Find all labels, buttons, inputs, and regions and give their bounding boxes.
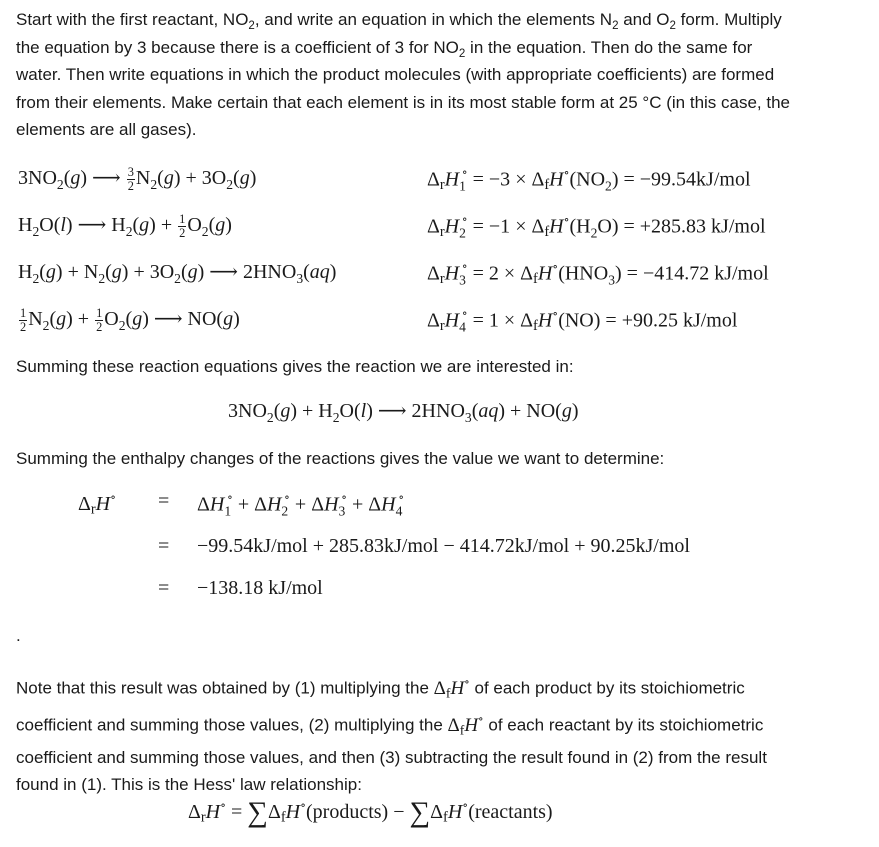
equation-row-2-rhs: $\Delta rH_2^\circ = -1 \times \Delta fH^\circ(H_2O) = +285.83$ kJ/mol <box>427 212 766 241</box>
intro-line-3: water. Then write equations in which the product molecules (with appropriate coefficients) are formed <box>16 65 775 84</box>
derivation-lhs: ΔrH∘ <box>78 490 117 518</box>
derivation-equals-2: = <box>158 535 170 557</box>
derivation-equals-1: = <box>158 490 170 512</box>
equation-row-1-rhs: $\Delta rH_1^\circ = -3 \times \Delta fH^\circ(NO_2) = -99.54kJ/mol$ <box>427 165 751 194</box>
intro-line-4: from their elements. Make certain that each element is in its most stable form at 25 °C (in this case, the <box>16 92 791 112</box>
derivation-equals-3: = <box>158 577 170 599</box>
note-line-2: coefficient and summing those values, (2) multiplying the ΔfH∘ of each reactant by its stoichiometric <box>16 713 764 738</box>
summing-reactions-text: Summing these reaction equations gives the reaction we are interested in: <box>16 357 574 376</box>
intro-line-1: Start with the first reactant, $NO_2$, and write an equation in which the elements $N_2$ and $O_2$ form. Multiply <box>16 10 782 33</box>
stray-dot: . <box>16 626 21 645</box>
overall-reaction: $3NO_2(g) + H_2O(l)$ ⟶ $2HNO_3(aq) + NO(g)$ <box>228 400 579 425</box>
hess-law-formula: ΔrH∘ = ∑ΔfH∘(products) − ∑ΔfH∘(reactants) <box>188 796 553 829</box>
equation-row-4-rhs: ΔrH$_4$∘ = 1 × ΔfH∘(NO) = +90.25 kJ/mol <box>427 306 738 335</box>
equation-row-4-lhs: $\frac{1}{2}$ $N_2(g)$ + $\frac{1}{2}$ $O_2(g)$ ⟶ NO(g) <box>20 306 240 334</box>
derivation-line-1: $\Delta H_1^\circ + \Delta H_2^\circ + \Delta H_3^\circ + \Delta H_4^\circ$ <box>197 490 405 519</box>
intro-paragraph <box>16 6 866 144</box>
note-paragraph <box>16 669 866 799</box>
note-line-3: coefficient and summing those values, and then (3) subtracting the result found in (2) from the result <box>16 747 767 767</box>
intro-line-2: the equation by 3 because there is a coefficient of 3 for $NO_2$ in the equation. Then do the same for <box>16 37 753 60</box>
equation-row-1-lhs: $3NO_2(g)$ ⟶ $\frac{3}{2}$ $N_2(g) + 3O_2(g)$ <box>18 165 257 193</box>
note-line-1: Note that this result was obtained by (1) multiplying the ΔfH∘ of each product by its stoichiometric <box>16 676 745 700</box>
equation-row-2-lhs: $H_2O(l)$ ⟶ $H_2(g)$ + $\frac{1}{2}$ $O_2(g)$ <box>18 212 232 240</box>
equation-row-3-rhs: $\Delta rH_3^\circ = 2 \times \Delta fH^\circ(HNO_3) = -414.72$ kJ/mol <box>427 259 769 288</box>
equation-row-3-lhs: $H_2(g) + N_2(g) + 3O_2(g)$ ⟶ $2HNO_3(aq)$ <box>18 261 337 286</box>
derivation-line-3: −138.18 kJ/mol <box>197 577 323 599</box>
note-line-4: found in (1). This is the Hess' law relationship: <box>16 775 362 795</box>
derivation-line-2: −99.54kJ/mol + 285.83kJ/mol − 414.72kJ/mol + 90.25kJ/mol <box>197 535 690 557</box>
intro-line-5: elements are all gases). <box>16 120 197 139</box>
summing-enthalpy-text: Summing the enthalpy changes of the reactions gives the value we want to determine: <box>16 449 665 468</box>
